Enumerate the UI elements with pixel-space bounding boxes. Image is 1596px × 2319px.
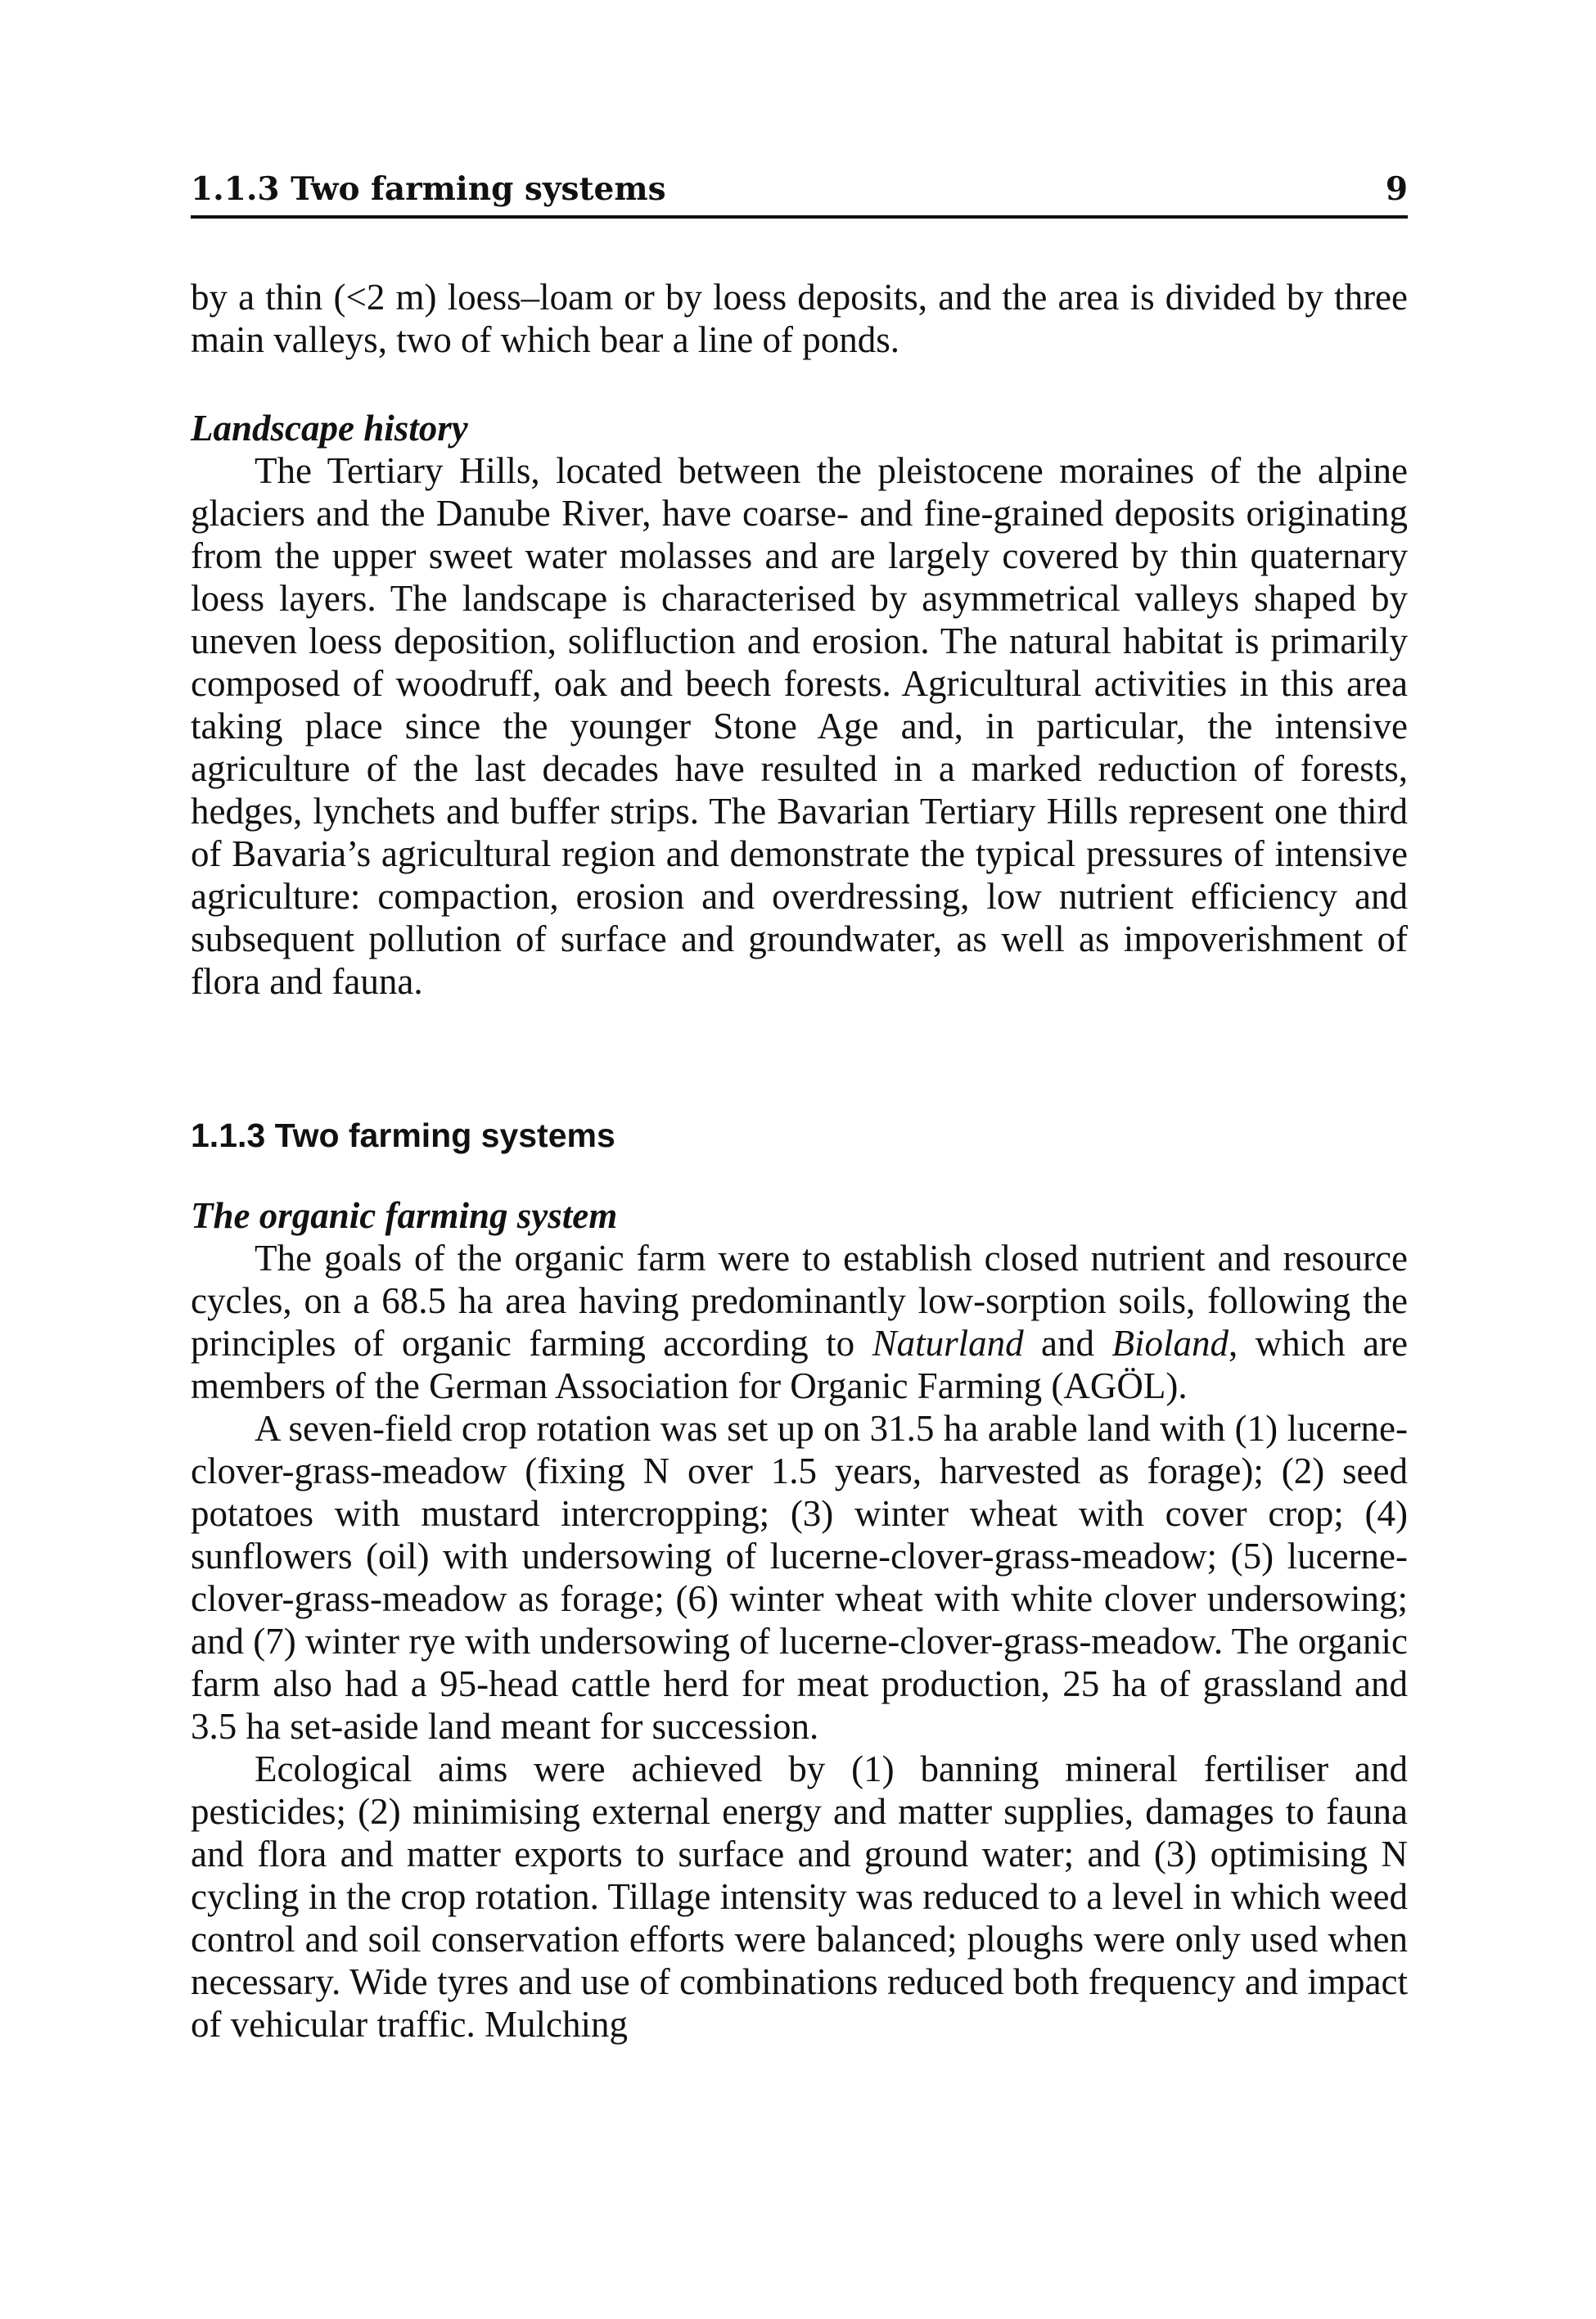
naturland-term: Naturland: [872, 1323, 1024, 1364]
organic-goals-paragraph: [191, 1237, 1408, 1407]
intro-paragraph: by a thin (<2 m) loess–loam or by loess deposits, and the area is divided by three main valleys, two of which bear a line of ponds.: [191, 277, 1408, 360]
bioland-term: Bioland: [1111, 1323, 1229, 1364]
ecological-aims-paragraph: Ecological aims were achieved by (1) banning mineral fertiliser and pesticides; (2) minimising external energy and matter supplies, damages to fauna and flora and matter exports to surface and ground water; and (3) optimising N cycling in the crop rotation. Tillage intensity was reduced to a level in which weed control and soil conservation efforts were balanced; ploughs were only used when necessary. Wide tyres and use of combinations reduced both frequency and impact of vehicular traffic. Mulching: [191, 1748, 1408, 2045]
running-head-title: 1.1.3 Two farming systems: [191, 170, 666, 208]
organic-goals-text-1: The goals of the organic farm were to establish closed nutrient and resource cycles, on a 68.5 ha area having predominantly low-sorption soils, following the principles of organic farming according to: [191, 1238, 1408, 1364]
organic-farming-heading: The organic farming system: [191, 1195, 618, 1236]
organic-goals-text-2: and: [1023, 1323, 1112, 1364]
crop-rotation-paragraph: A seven-field crop rotation was set up on 31.5 ha arable land with (1) lucerne-clover-grass-meadow (fixing N over 1.5 years, harvested as forage); (2) seed potatoes with mustard intercropping; (3) winter wheat with cover crop; (4) sunflowers (oil) with undersowing of lucerne-clover-grass-meadow; (5) lucerne-clover-grass-meadow as forage; (6) winter wheat with white clover undersowing; and (7) winter rye with undersowing of lucerne-clover-grass-meadow. The organic farm also had a 95-head cattle herd for meat production, 25 ha of grassland and 3.5 ha set-aside land meant for succession.: [191, 1408, 1408, 1747]
page-number: 9: [1385, 170, 1408, 208]
running-head: [191, 168, 1408, 219]
section-heading: 1.1.3 Two farming systems: [191, 1117, 615, 1154]
book-page: [191, 168, 1408, 2046]
organic-goals-text-3: , which are members of the German Association for Organic Farming (AGÖL).: [191, 1323, 1409, 1406]
landscape-history-paragraph: The Tertiary Hills, located between the pleistocene moraines of the alpine glaciers and the Danube River, have coarse- and fine-grained deposits originating from the upper sweet water molasses and are largely covered by thin quaternary loess layers. The landscape is characterised by asymmetrical valleys shaped by uneven loess deposition, solifluction and erosion. The natural habitat is primarily composed of woodruff, oak and beech forests. Agricultural activities in this area taking place since the younger Stone Age and, in particular, the intensive agriculture of the last decades have resulted in a marked reduction of forests, hedges, lynchets and buffer strips. The Bavarian Tertiary Hills represent one third of Bavaria’s agricultural region and demonstrate the typical pressures of intensive agriculture: compaction, erosion and overdressing, low nutrient efficiency and subsequent pollution of surface and groundwater, as well as impoverishment of flora and fauna.: [191, 450, 1408, 1002]
landscape-history-heading: Landscape history: [191, 408, 468, 449]
